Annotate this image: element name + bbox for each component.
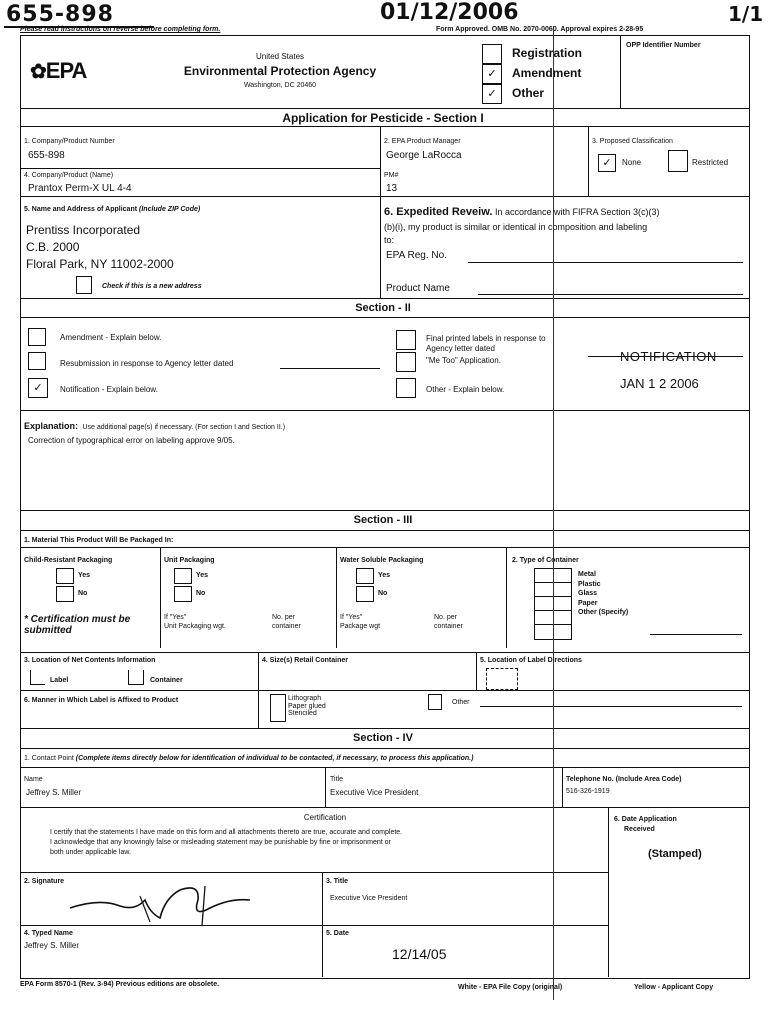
affix-option: Paper glued <box>288 702 326 710</box>
header-agency: Environmental Protection Agency <box>183 64 377 78</box>
divider <box>20 872 608 873</box>
cert-line: both under applicable law. <box>50 849 131 856</box>
divider <box>620 35 621 108</box>
amendment-explain-checkbox[interactable] <box>28 328 46 346</box>
notification-stamp-date: JAN 1 2 2006 <box>620 376 699 391</box>
date-received-label: 6. Date Application <box>614 816 677 823</box>
if-yes-label: If "Yes" <box>340 614 363 621</box>
applicant-label <box>24 206 200 213</box>
type-of-container-label: 2. Type of Container <box>512 557 579 564</box>
epa-logo: ✿EPA <box>30 58 87 83</box>
yes-label: Yes <box>196 572 209 579</box>
explanation-text[interactable]: Correction of typographical error on labeling approve 9/05. <box>28 436 235 445</box>
new-address-checkbox[interactable] <box>76 276 92 294</box>
container-label: container <box>434 623 463 630</box>
divider <box>20 690 749 691</box>
classification-restricted-checkbox[interactable] <box>668 150 688 172</box>
expedited-text: In accordance with FIFRA Section 3(c)(3) <box>494 207 660 217</box>
expedited-title: 6. Expedited Reveiw. <box>384 206 493 218</box>
header-country: United States <box>255 52 305 61</box>
phone-label: Telephone No. (Include Area Code) <box>566 776 682 783</box>
yellow-copy-note: Yellow - Applicant Copy <box>634 984 714 991</box>
yes-label: Yes <box>378 572 391 579</box>
new-address-label: Check if this is a new address <box>102 283 202 290</box>
instructions-note: Please read instructions on reverse before completing form. <box>20 26 221 33</box>
divider <box>325 767 326 807</box>
container-label: container <box>272 623 301 630</box>
expedited-text-3: to: <box>384 235 395 245</box>
affix-method-checkbox[interactable] <box>270 694 286 722</box>
divider <box>20 168 380 169</box>
certification-note: * Certification must be submitted <box>24 614 131 636</box>
signature-label: 2. Signature <box>24 878 65 885</box>
contact-point-header <box>24 755 473 762</box>
registration-label: Registration <box>512 46 583 60</box>
divider <box>20 925 608 926</box>
me-too-label: "Me Too" Application. <box>426 356 501 365</box>
registration-checkbox[interactable] <box>482 44 502 64</box>
explanation-header <box>24 416 285 434</box>
applicant-label-text: 5. Name and Address of Applicant <box>24 206 138 213</box>
classification-none-checkbox[interactable]: ✓ <box>598 154 616 172</box>
contact-point-hint: (Complete items directly below for identification of individual to be contacted, if necessary, to process this application.) <box>75 755 474 762</box>
amendment-explain-label: Amendment - Explain below. <box>60 333 162 342</box>
divider <box>20 410 749 411</box>
applicant-hint: (Include ZIP Code) <box>139 206 201 213</box>
net-label-checkbox[interactable] <box>30 670 45 685</box>
container-type: Plastic <box>578 580 601 588</box>
cert-line: I acknowledge that any knowingly false or misleading statement may be punishable by fine or imprisonment or <box>50 839 391 846</box>
divider <box>20 196 749 197</box>
final-labels-checkbox[interactable] <box>396 330 416 350</box>
certification-statement <box>50 828 606 858</box>
title-2-label: 3. Title <box>326 878 349 885</box>
divider <box>20 748 749 749</box>
container-type: Metal <box>578 571 596 578</box>
other-type-label: Other <box>512 86 545 100</box>
packaged-in-label: 1. Material This Product Will Be Packaged In: <box>24 537 174 544</box>
final-labels-text: Final printed labels in response to <box>426 334 546 343</box>
section-4-title: Section - IV <box>353 732 413 744</box>
omb-approval: Form Approved. OMB No. 2070-0060. Approval expires 2-28-95 <box>436 26 644 33</box>
unit-packaging-label: Unit Packaging <box>164 557 215 564</box>
net-container-option: Container <box>150 677 183 684</box>
stamp-strike-line <box>588 356 743 357</box>
handwritten-date: 01/12/2006 <box>380 0 519 25</box>
expedited-review-block <box>384 206 744 218</box>
epa-reg-no-line[interactable] <box>468 262 743 263</box>
no-per-label: No. per <box>434 614 457 621</box>
epa-flower-icon: ✿ <box>30 61 46 83</box>
container-type: Paper <box>578 599 598 607</box>
typed-name-value[interactable]: Jeffrey S. Miller <box>24 941 79 950</box>
notification-checkbox[interactable]: ✓ <box>28 378 48 398</box>
divider <box>20 807 749 808</box>
pm-value[interactable]: 13 <box>386 183 398 194</box>
title-2-value[interactable]: Executive Vice President <box>330 895 408 902</box>
applicant-line: Floral Park, NY 11002-2000 <box>26 257 174 271</box>
applicant-line: C.B. 2000 <box>26 240 80 254</box>
title-label: Title <box>330 776 343 783</box>
amendment-label: Amendment <box>512 66 582 80</box>
affix-options <box>288 695 326 718</box>
contact-phone[interactable]: 516-326-1919 <box>566 788 610 795</box>
product-name-field-label: Product Name <box>386 283 450 294</box>
company-number-label: 1. Company/Product Number <box>24 138 115 145</box>
divider <box>336 547 337 648</box>
package-wgt-label: Package wgt <box>340 623 381 630</box>
affix-other-checkbox[interactable] <box>428 694 442 710</box>
date-received-label-2: Received <box>624 826 655 833</box>
other-type-checkbox[interactable]: ✓ <box>482 84 502 104</box>
divider <box>20 298 749 299</box>
letter-date-line[interactable] <box>280 368 380 369</box>
if-yes-label: If "Yes" <box>164 614 187 621</box>
product-manager-value[interactable]: George LaRocca <box>386 150 462 161</box>
divider <box>258 690 259 728</box>
contact-title[interactable]: Executive Vice President <box>330 788 419 797</box>
product-name-label: 4. Company/Product (Name) <box>24 172 114 179</box>
divider <box>608 807 609 977</box>
divider <box>160 547 161 648</box>
label-directions-box[interactable] <box>486 668 518 690</box>
divider <box>588 126 589 196</box>
child-resistant-yes-checkbox[interactable] <box>56 568 74 584</box>
resubmission-checkbox[interactable] <box>28 352 46 370</box>
white-copy-note: White - EPA File Copy (original) <box>458 984 563 991</box>
other-explain-checkbox[interactable] <box>396 378 416 398</box>
other-specify-line[interactable] <box>650 634 742 635</box>
divider <box>506 547 507 648</box>
opp-identifier-label: OPP Identifier Number <box>626 42 701 49</box>
container-type: Glass <box>578 590 598 597</box>
handwritten-product-number: 655-898 <box>6 2 114 27</box>
divider <box>476 652 477 690</box>
affix-other-label: Other <box>452 699 470 706</box>
cert-line: I certify that the statements I have made on this form and all attachments thereto are true, accurate and complete. <box>50 829 403 836</box>
divider <box>20 728 749 729</box>
header-city: Washington, DC 20460 <box>243 82 317 89</box>
name-label: Name <box>24 776 43 783</box>
product-manager-label: 2. EPA Product Manager <box>384 138 461 145</box>
applicant-address-block[interactable] <box>26 222 174 273</box>
company-number-value[interactable]: 655-898 <box>28 150 65 161</box>
divider <box>258 652 259 690</box>
divider <box>20 530 749 531</box>
date-label: 5. Date <box>326 930 349 937</box>
divider <box>20 547 749 548</box>
stamped-label: (Stamped) <box>648 848 702 860</box>
yes-label: Yes <box>78 572 91 579</box>
child-resistant-no-checkbox[interactable] <box>56 586 74 602</box>
contact-point-label: 1. Contact Point <box>24 755 74 762</box>
divider <box>562 767 563 807</box>
unit-no-checkbox[interactable] <box>174 586 192 602</box>
child-resistant-label: Child-Resistant Packaging <box>24 557 113 564</box>
unit-wgt-label: Unit Packaging wgt. <box>164 623 226 630</box>
product-name-value[interactable]: Prantox Perm-X UL 4-4 <box>28 183 132 194</box>
applicant-line: Prentiss Incorporated <box>26 223 141 237</box>
net-contents-label: 3. Location of Net Contents Information <box>24 657 156 664</box>
no-per-label: No. per <box>272 614 295 621</box>
explanation-label: Explanation: <box>24 421 79 431</box>
certification-title: Certification <box>303 813 347 822</box>
amendment-checkbox[interactable]: ✓ <box>482 64 502 84</box>
explanation-hint: Use additional page(s) if necessary. (For section I and Section II.) <box>82 424 286 431</box>
net-container-checkbox[interactable] <box>128 670 144 685</box>
unit-yes-checkbox[interactable] <box>174 568 192 584</box>
divider <box>20 767 749 768</box>
retail-size-label: 4. Size(s) Retail Container <box>262 657 348 664</box>
resubmission-label: Resubmission in response to Agency letter dated <box>60 359 234 368</box>
epa-reg-no-label: EPA Reg. No. <box>386 250 447 261</box>
classification-label: 3. Proposed Classification <box>592 138 673 145</box>
water-soluble-label: Water Soluble Packaging <box>340 557 424 564</box>
pm-label: PM# <box>384 172 399 179</box>
handwritten-page-count: 1/1 <box>728 2 764 26</box>
divider <box>380 126 381 298</box>
section-3-title: Section - III <box>353 514 413 526</box>
affix-option: Stenciled <box>288 710 317 717</box>
net-label-option: Label <box>50 677 69 684</box>
expedited-text-2: (b)(i), my product is similar or identical in composition and labeling <box>384 222 648 232</box>
divider <box>20 317 749 318</box>
divider <box>20 652 749 653</box>
form-number: EPA Form 8570-1 (Rev. 3-94) Previous editions are obsolete. <box>20 981 220 988</box>
affix-other-line[interactable] <box>480 706 742 707</box>
label-directions-label: 5. Location of Label Directions <box>480 657 582 664</box>
section-1-title: Application for Pesticide - Section I <box>282 111 484 125</box>
date-value[interactable]: 12/14/05 <box>392 946 447 962</box>
me-too-checkbox[interactable] <box>396 352 416 372</box>
affixed-label: 6. Manner in Which Label is Affixed to Product <box>24 697 179 704</box>
divider <box>20 108 749 109</box>
container-type: Other (Specify) <box>578 609 629 616</box>
typed-name-label: 4. Typed Name <box>24 930 73 937</box>
water-yes-checkbox[interactable] <box>356 568 374 584</box>
no-label: No <box>78 590 88 597</box>
signature-image[interactable] <box>50 878 270 928</box>
divider <box>20 126 749 127</box>
affix-option: Lithograph <box>288 695 322 702</box>
classification-none-label: None <box>622 158 642 167</box>
section-2-title: Section - II <box>355 302 411 314</box>
notification-label: Notification - Explain below. <box>60 385 158 394</box>
other-explain-label: Other - Explain below. <box>426 385 505 394</box>
notification-stamp-title: NOTIFICATION <box>620 349 717 364</box>
container-type-list <box>578 570 628 618</box>
no-label: No <box>196 590 206 597</box>
product-name-line[interactable] <box>478 294 743 295</box>
contact-name[interactable]: Jeffrey S. Miller <box>26 788 81 797</box>
classification-restricted-label: Restricted <box>692 158 729 167</box>
no-label: No <box>378 590 388 597</box>
scan-line-artifact <box>553 26 554 1000</box>
divider <box>20 510 749 511</box>
agency-letter-text: Agency letter dated <box>426 344 495 353</box>
water-no-checkbox[interactable] <box>356 586 374 602</box>
